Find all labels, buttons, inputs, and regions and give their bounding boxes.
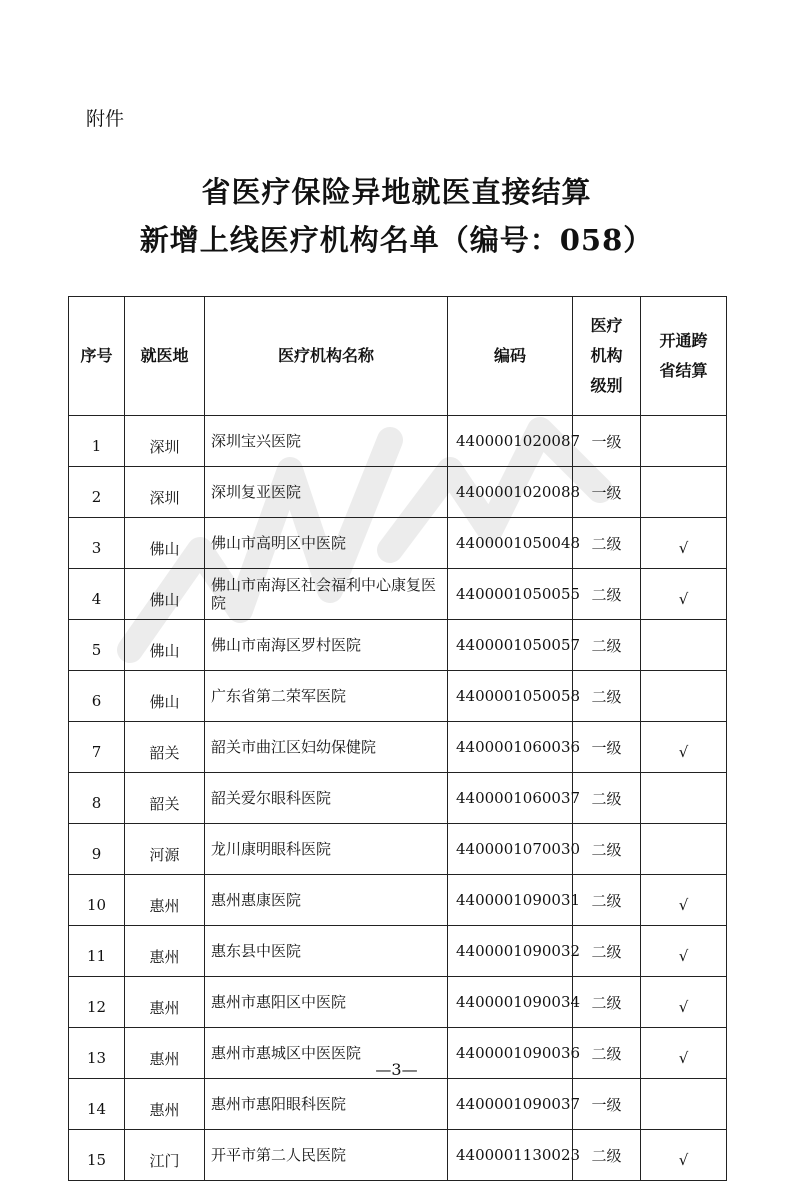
row-institution-name: 韶关爱尔眼科医院	[205, 773, 448, 824]
row-index: 10	[69, 875, 125, 926]
row-institution-name: 深圳宝兴医院	[205, 416, 448, 467]
row-city: 佛山	[125, 569, 205, 620]
row-code: 4400001090037	[448, 1079, 573, 1130]
row-code: 4400001020088	[448, 467, 573, 518]
table-row	[69, 1130, 727, 1181]
row-index: 8	[69, 773, 125, 824]
table-row	[69, 620, 727, 671]
row-city: 深圳	[125, 416, 205, 467]
row-cross-province: √	[641, 1028, 727, 1079]
row-index: 9	[69, 824, 125, 875]
table-row	[69, 467, 727, 518]
row-level: 二级	[573, 1028, 641, 1079]
row-level: 一级	[573, 722, 641, 773]
row-level: 二级	[573, 671, 641, 722]
row-code: 4400001090034	[448, 977, 573, 1028]
row-cross-province: √	[641, 518, 727, 569]
row-level: 一级	[573, 416, 641, 467]
row-institution-name: 龙川康明眼科医院	[205, 824, 448, 875]
row-code: 4400001060037	[448, 773, 573, 824]
row-code: 4400001050057	[448, 620, 573, 671]
col-header-index: 序号	[69, 297, 125, 416]
row-level: 二级	[573, 518, 641, 569]
row-city: 江门	[125, 1130, 205, 1181]
row-institution-name: 惠州市惠阳眼科医院	[205, 1079, 448, 1130]
row-code: 4400001090032	[448, 926, 573, 977]
row-city: 深圳	[125, 467, 205, 518]
row-cross-province	[641, 671, 727, 722]
row-city: 惠州	[125, 875, 205, 926]
row-institution-name: 开平市第二人民医院	[205, 1130, 448, 1181]
table-row	[69, 977, 727, 1028]
row-index: 2	[69, 467, 125, 518]
row-index: 4	[69, 569, 125, 620]
page-title-line1: 省医疗保险异地就医直接结算	[201, 175, 592, 209]
row-city: 惠州	[125, 1028, 205, 1079]
row-institution-name: 广东省第二荣军医院	[205, 671, 448, 722]
row-index: 1	[69, 416, 125, 467]
row-level: 二级	[573, 875, 641, 926]
row-level: 二级	[573, 926, 641, 977]
row-code: 4400001050055	[448, 569, 573, 620]
row-index: 3	[69, 518, 125, 569]
table-row	[69, 671, 727, 722]
row-cross-province: √	[641, 569, 727, 620]
row-level: 一级	[573, 1079, 641, 1130]
attachment-label: 附件	[86, 108, 125, 130]
row-code: 4400001050058	[448, 671, 573, 722]
row-index: 6	[69, 671, 125, 722]
col-header-cross-province: 开通跨省结算	[641, 297, 727, 416]
row-code: 4400001090036	[448, 1028, 573, 1079]
row-institution-name: 佛山市南海区社会福利中心康复医院	[205, 569, 448, 620]
row-cross-province	[641, 620, 727, 671]
row-institution-name: 惠州市惠城区中医医院	[205, 1028, 448, 1079]
row-cross-province: √	[641, 926, 727, 977]
page-title-line2: 新增上线医疗机构名单（编号：058）	[139, 223, 654, 257]
row-code: 4400001060036	[448, 722, 573, 773]
table-row	[69, 569, 727, 620]
row-institution-name: 佛山市南海区罗村医院	[205, 620, 448, 671]
col-header-name: 医疗机构名称	[205, 297, 448, 416]
row-city: 韶关	[125, 773, 205, 824]
row-code: 4400001130023	[448, 1130, 573, 1181]
col-header-code: 编码	[448, 297, 573, 416]
table-row	[69, 416, 727, 467]
page-number: —3—	[375, 1060, 418, 1079]
row-level: 二级	[573, 824, 641, 875]
row-index: 7	[69, 722, 125, 773]
row-index: 13	[69, 1028, 125, 1079]
row-level: 二级	[573, 569, 641, 620]
row-code: 4400001020087	[448, 416, 573, 467]
row-level: 二级	[573, 773, 641, 824]
row-cross-province: √	[641, 722, 727, 773]
table-row	[69, 824, 727, 875]
row-institution-name: 深圳复亚医院	[205, 467, 448, 518]
institution-table	[68, 296, 727, 1181]
row-city: 佛山	[125, 518, 205, 569]
row-level: 二级	[573, 1130, 641, 1181]
row-institution-name: 惠东县中医院	[205, 926, 448, 977]
row-index: 5	[69, 620, 125, 671]
row-code: 4400001050048	[448, 518, 573, 569]
row-level: 一级	[573, 467, 641, 518]
row-cross-province	[641, 467, 727, 518]
row-cross-province	[641, 416, 727, 467]
row-index: 11	[69, 926, 125, 977]
table-row	[69, 518, 727, 569]
row-city: 惠州	[125, 977, 205, 1028]
table-row	[69, 773, 727, 824]
row-city: 佛山	[125, 671, 205, 722]
row-cross-province: √	[641, 1130, 727, 1181]
row-institution-name: 惠州惠康医院	[205, 875, 448, 926]
row-index: 14	[69, 1079, 125, 1130]
row-institution-name: 韶关市曲江区妇幼保健院	[205, 722, 448, 773]
row-city: 佛山	[125, 620, 205, 671]
row-institution-name: 惠州市惠阳区中医院	[205, 977, 448, 1028]
row-cross-province	[641, 773, 727, 824]
row-level: 二级	[573, 977, 641, 1028]
col-header-level: 医疗机构级别	[573, 297, 641, 416]
row-city: 河源	[125, 824, 205, 875]
table-header-row	[69, 297, 727, 416]
col-header-city: 就医地	[125, 297, 205, 416]
row-level: 二级	[573, 620, 641, 671]
row-institution-name: 佛山市高明区中医院	[205, 518, 448, 569]
table-row	[69, 722, 727, 773]
table-row	[69, 875, 727, 926]
row-cross-province: √	[641, 875, 727, 926]
row-index: 15	[69, 1130, 125, 1181]
row-index: 12	[69, 977, 125, 1028]
row-cross-province: √	[641, 977, 727, 1028]
row-cross-province	[641, 824, 727, 875]
row-city: 惠州	[125, 1079, 205, 1130]
row-code: 4400001070030	[448, 824, 573, 875]
row-city: 惠州	[125, 926, 205, 977]
row-city: 韶关	[125, 722, 205, 773]
row-code: 4400001090031	[448, 875, 573, 926]
table-row	[69, 926, 727, 977]
